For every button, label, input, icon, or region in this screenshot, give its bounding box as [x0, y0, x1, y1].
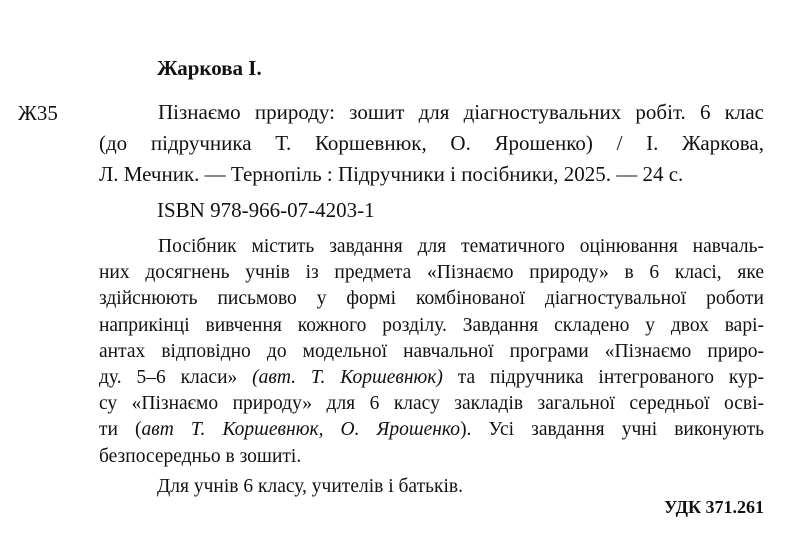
annotation-line: здійснюють письмово у формі комбінованої діагностувальної роботи: [99, 288, 764, 310]
annotation-text: ти (: [99, 419, 142, 441]
audience-note: Для учнів 6 класу, учителів і батьків.: [157, 476, 463, 497]
annotation-line: безпосередньо в зошиті.: [99, 445, 302, 467]
title-line-2: (до підручника Т. Коршевнюк, О. Ярошенко) / І. Жаркова,: [99, 131, 764, 155]
bibliographic-description: [99, 99, 764, 192]
author-sign-code: Ж35: [18, 101, 58, 125]
isbn-number: ISBN 978-966-07-4203-1: [157, 198, 375, 222]
annotation-text: ). Усі завдання учні виконують: [460, 419, 764, 441]
annotation-line: наприкінці вивчення кожного розділу. Завдання складено у двох варі-: [99, 314, 764, 336]
annotation-line: Посібник містить завдання для тематичного оцінювання навчаль-: [158, 236, 764, 257]
title-line-1: Пізнаємо природу: зошит для діагностувальних робіт. 6 клас: [158, 100, 764, 124]
udc-code: УДК 371.261: [664, 497, 764, 517]
annotation-text: та підручника інтегрованого кур-: [457, 366, 765, 388]
annotation-line: [99, 366, 764, 392]
annotation-author-ref: авт Т. Коршевнюк, О. Ярошенко: [141, 419, 461, 441]
annotation-line: [99, 418, 764, 444]
annotation-line: су «Пізнаємо природу» для 6 класу закладів загальної середньої осві-: [99, 393, 764, 415]
annotation: [99, 235, 764, 471]
annotation-text: ду. 5–6 класи»: [99, 366, 238, 388]
annotation-line: них досягнень учнів із предмета «Пізнаємо природу» в 6 класі, яке: [99, 262, 764, 284]
author-heading: Жарковa І.: [157, 56, 262, 80]
title-line-3: Л. Мечник. — Тернопіль : Підручники і посібники, 2025. — 24 с.: [99, 162, 684, 186]
annotation-line: антах відповідно до модельної навчальної програми «Пізнаємо приро-: [99, 340, 764, 362]
annotation-author-ref: (авт. Т. Коршевнюк): [252, 366, 443, 388]
